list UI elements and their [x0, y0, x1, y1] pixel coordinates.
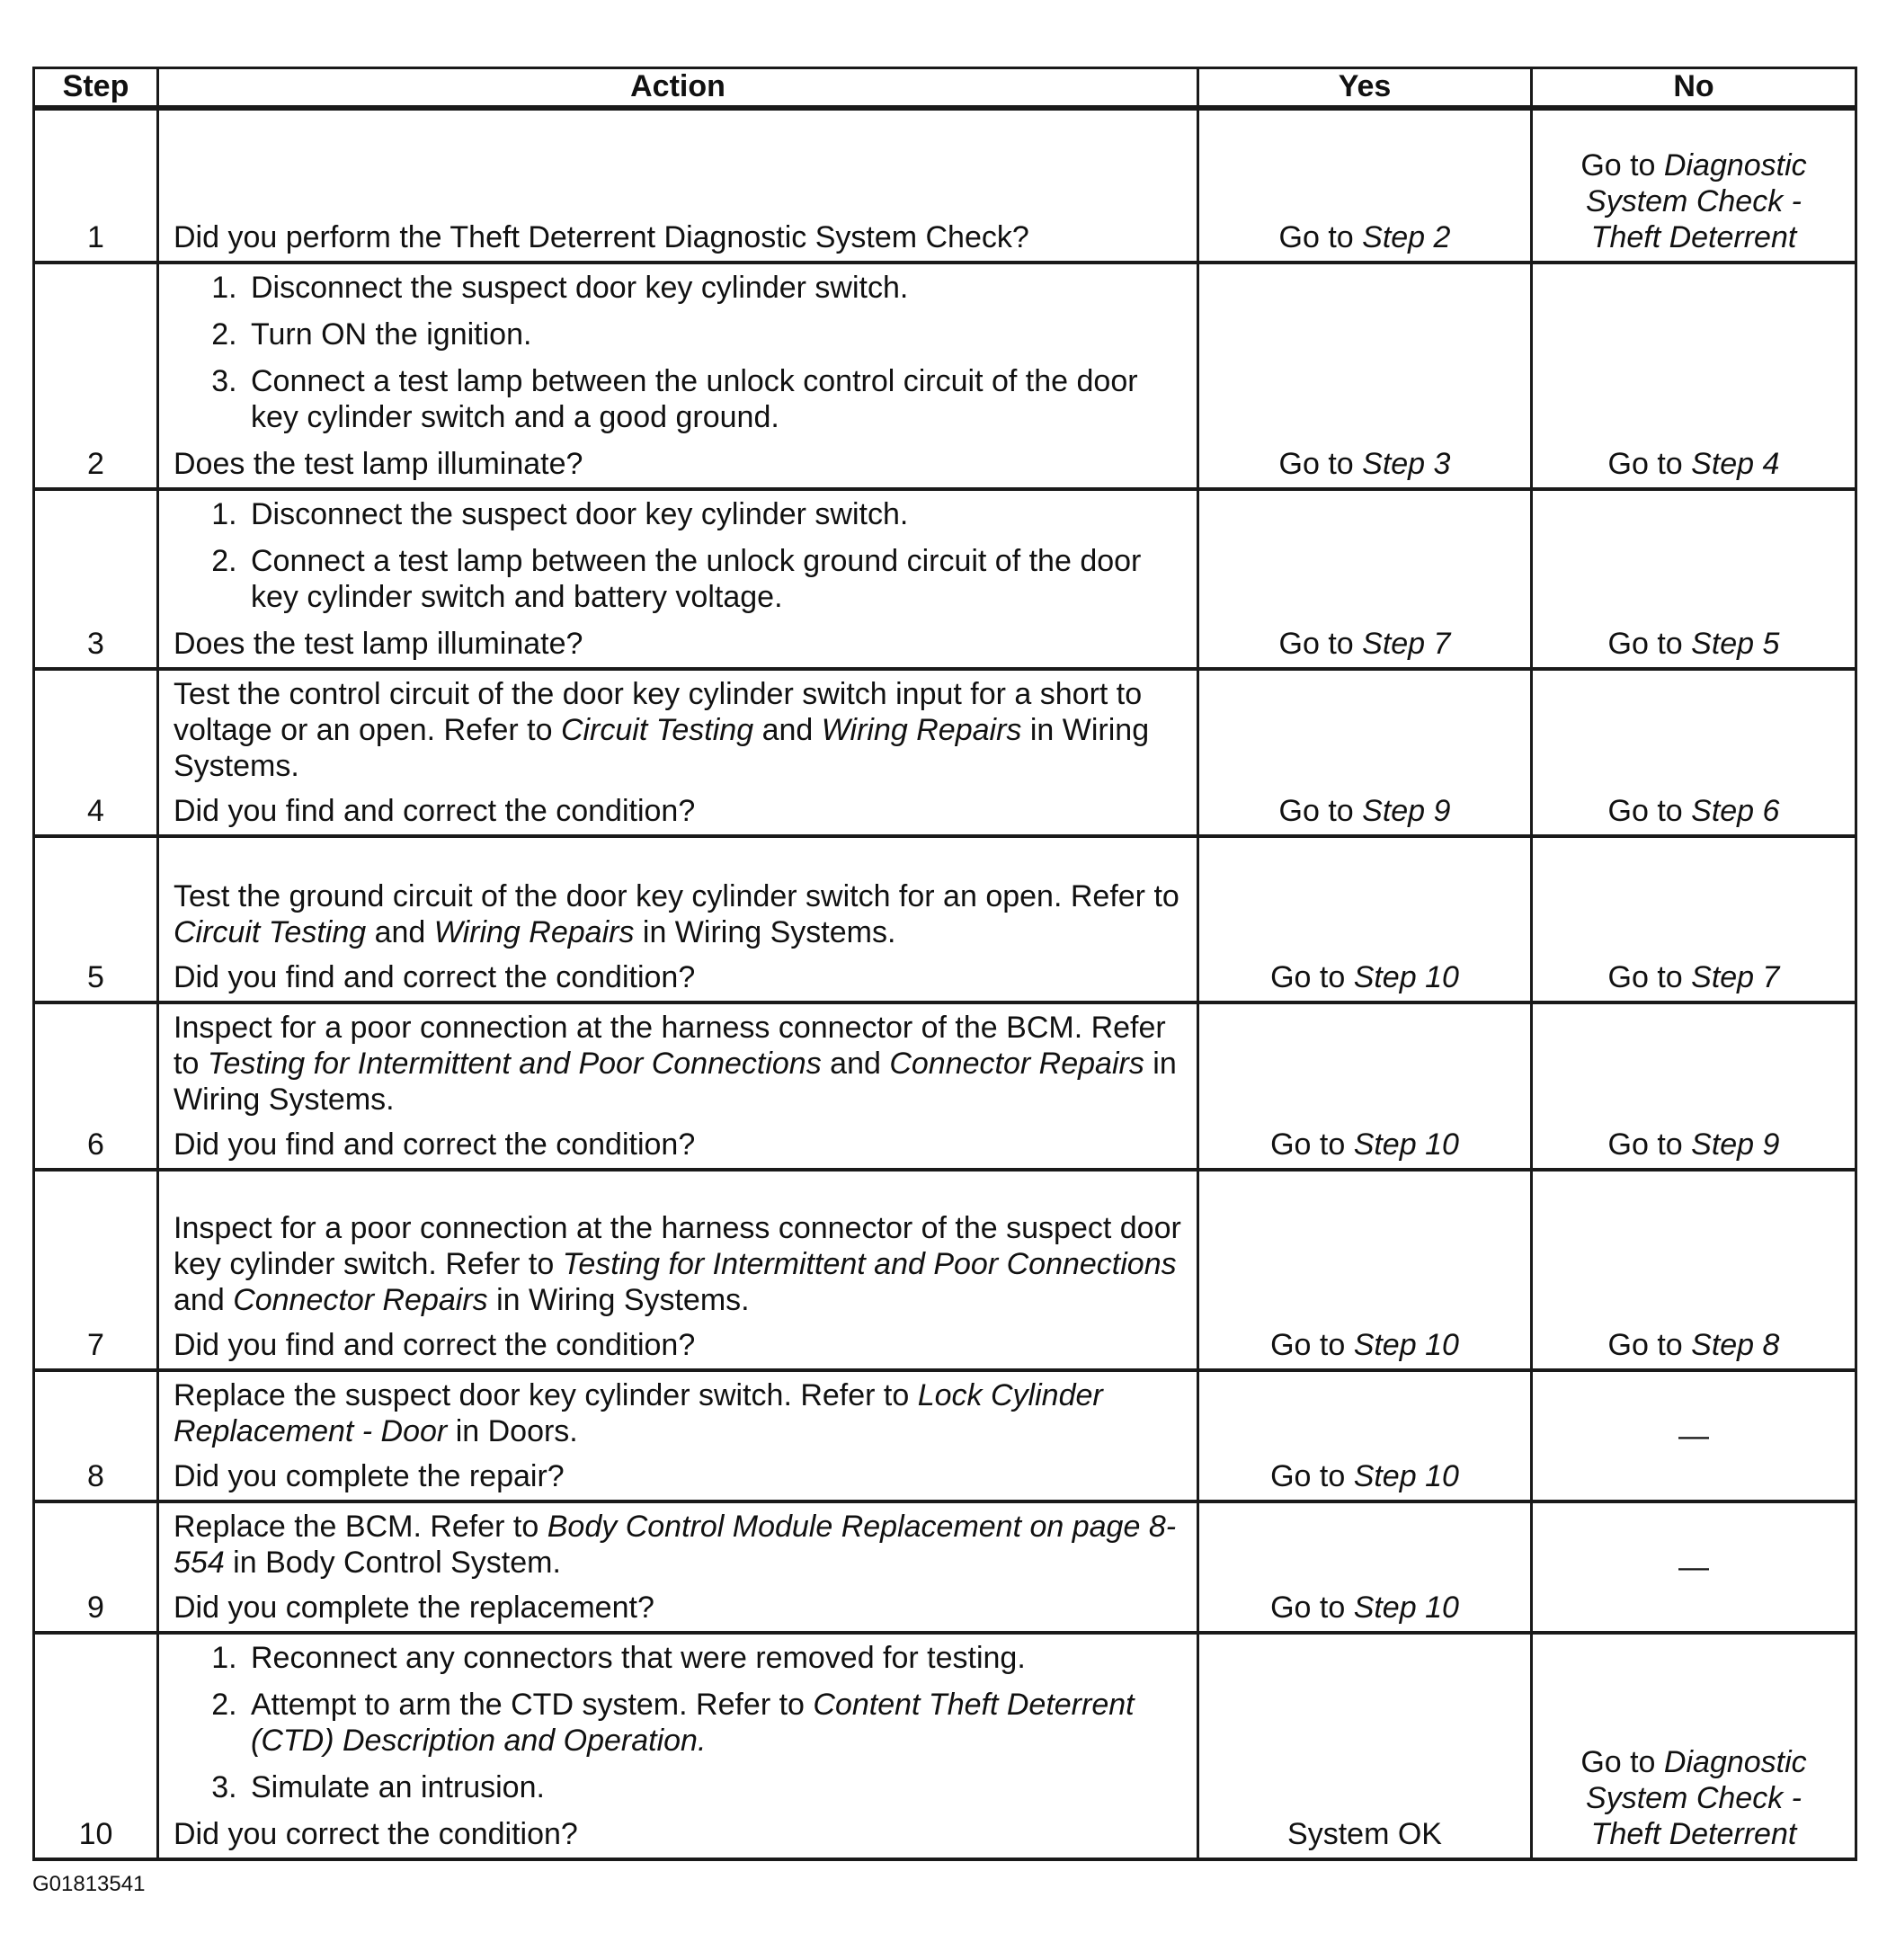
yes-cell	[1198, 489, 1532, 669]
action-cell	[158, 669, 1198, 836]
action-cell	[158, 108, 1198, 263]
yes-prefix: Go to	[1278, 794, 1363, 828]
yes-step-ref: Step 10	[1353, 960, 1459, 994]
no-prefix: Go to	[1580, 1745, 1664, 1779]
action-question: Did you find and correct the condition?	[174, 960, 696, 994]
step-number: 7	[34, 1170, 158, 1370]
action-cell	[158, 489, 1198, 669]
no-step-ref: Step 9	[1691, 1127, 1780, 1162]
action-text-part: in Wiring Systems.	[634, 915, 896, 949]
no-ref-line-a: Diagnostic	[1663, 148, 1807, 183]
step-number: 10	[34, 1633, 158, 1859]
table-row	[34, 669, 1856, 836]
action-text-part: and	[366, 915, 434, 949]
no-prefix: Go to	[1607, 960, 1692, 994]
action-text-part: Replace the suspect door key cylinder switch. Refer to	[174, 1378, 918, 1412]
no-ref-line-c: Theft Deterrent	[1590, 1817, 1797, 1851]
yes-cell	[1198, 1170, 1532, 1370]
action-question: Did you complete the repair?	[174, 1459, 565, 1493]
action-cell	[158, 1370, 1198, 1501]
no-dash: —	[1678, 1550, 1709, 1584]
step-number: 2	[34, 263, 158, 489]
header-action: Action	[158, 68, 1198, 109]
action-text	[174, 1210, 1182, 1318]
yes-step-ref: Step 10	[1353, 1127, 1459, 1162]
action-text-part: Replace the BCM. Refer to	[174, 1510, 547, 1544]
yes-step-ref: Step 10	[1353, 1328, 1459, 1362]
action-question: Did you complete the replacement?	[174, 1590, 654, 1625]
step-number: 5	[34, 836, 158, 1002]
action-steps	[174, 270, 1182, 435]
no-cell	[1532, 1501, 1856, 1633]
action-step-item: 1. Disconnect the suspect door key cylinder switch.	[245, 496, 1182, 532]
reference-link: Connector Repairs	[233, 1283, 488, 1317]
yes-step-ref: Step 2	[1362, 220, 1451, 254]
no-cell	[1532, 108, 1856, 263]
action-text	[174, 676, 1182, 784]
reference-link: Wiring Repairs	[433, 915, 635, 949]
action-step-item	[245, 1687, 1182, 1759]
reference-link: Testing for Intermittent and Poor Connections	[207, 1047, 822, 1081]
action-step-item: 1. Reconnect any connectors that were removed for testing.	[245, 1640, 1182, 1676]
action-text-part: Inspect for a poor connection at the harness connector of the suspect door key cylinder switch. Refer to	[174, 1211, 1181, 1281]
action-text-part: in Wiring Systems.	[174, 713, 1150, 783]
action-text-part: Inspect for a poor connection at the harness connector of the BCM. Refer to	[174, 1011, 1166, 1081]
no-cell	[1532, 1633, 1856, 1859]
action-text	[174, 1010, 1182, 1118]
action-text-part: in Doors.	[447, 1414, 578, 1448]
yes-prefix: Go to	[1270, 1328, 1354, 1362]
action-step-item: 1. Disconnect the suspect door key cylinder switch.	[245, 270, 1182, 306]
action-step-item: 3. Connect a test lamp between the unlock control circuit of the door key cylinder switch and a good ground.	[245, 363, 1182, 435]
action-text-part: Test the ground circuit of the door key cylinder switch for an open. Refer to	[174, 879, 1179, 913]
step-number: 8	[34, 1370, 158, 1501]
no-cell	[1532, 669, 1856, 836]
action-step-item: 2. Connect a test lamp between the unlock ground circuit of the door key cylinder switch and battery voltage.	[245, 543, 1182, 615]
reference-link: Body Control Module Replacement on page 8-554	[174, 1510, 1177, 1580]
action-cell	[158, 1501, 1198, 1633]
action-question: Did you find and correct the condition?	[174, 1328, 696, 1362]
step-number: 6	[34, 1002, 158, 1170]
no-step-ref: Step 5	[1691, 627, 1780, 661]
table-row	[34, 1002, 1856, 1170]
yes-cell	[1198, 108, 1532, 263]
action-cell	[158, 836, 1198, 1002]
no-ref-line-c: Theft Deterrent	[1590, 220, 1797, 254]
action-cell	[158, 1002, 1198, 1170]
action-cell	[158, 1633, 1198, 1859]
table-row	[34, 263, 1856, 489]
yes-step-ref: Step 7	[1362, 627, 1451, 661]
reference-link: Lock Cylinder Replacement - Door	[174, 1378, 1103, 1448]
yes-step-ref: Step 9	[1362, 794, 1451, 828]
no-cell	[1532, 489, 1856, 669]
yes-cell: System OK	[1198, 1633, 1532, 1859]
action-question: Does the test lamp illuminate?	[174, 447, 583, 481]
action-question: Did you find and correct the condition?	[174, 1127, 696, 1162]
no-step-ref: Step 7	[1691, 960, 1780, 994]
action-text-part: Attempt to arm the CTD system. Refer to	[251, 1688, 814, 1722]
reference-link: Content Theft Deterrent (CTD) Description and Operation.	[251, 1688, 1135, 1758]
header-yes: Yes	[1198, 68, 1532, 109]
action-text-part: in Wiring Systems.	[174, 1047, 1177, 1117]
action-text	[174, 878, 1182, 950]
action-text-part: Test the control circuit of the door key cylinder switch input for a short to voltage or an open. Refer to	[174, 677, 1143, 747]
action-cell	[158, 1170, 1198, 1370]
step-number: 9	[34, 1501, 158, 1633]
yes-step-ref: Step 10	[1353, 1459, 1459, 1493]
no-ref-line-b: System Check -	[1586, 1781, 1802, 1815]
no-cell	[1532, 1370, 1856, 1501]
no-prefix: Go to	[1607, 794, 1692, 828]
yes-step-ref: Step 3	[1362, 447, 1451, 481]
no-prefix: Go to	[1607, 1328, 1692, 1362]
action-text-part: in Wiring Systems.	[487, 1283, 750, 1317]
action-step-item: 3. Simulate an intrusion.	[245, 1769, 1182, 1805]
table-row	[34, 1170, 1856, 1370]
figure-code: G01813541	[32, 1872, 146, 1896]
header-step: Step	[34, 68, 158, 109]
yes-cell	[1198, 1501, 1532, 1633]
action-text-part: and	[753, 713, 822, 747]
no-ref-line-a: Diagnostic	[1663, 1745, 1807, 1779]
action-steps	[174, 1640, 1182, 1805]
yes-cell	[1198, 1002, 1532, 1170]
action-text	[174, 1509, 1182, 1581]
no-prefix: Go to	[1580, 148, 1664, 183]
yes-prefix: Go to	[1270, 960, 1354, 994]
action-question: Did you find and correct the condition?	[174, 794, 696, 828]
header-row	[34, 68, 1856, 109]
no-cell	[1532, 263, 1856, 489]
no-dash: —	[1678, 1419, 1709, 1453]
header-no: No	[1532, 68, 1856, 109]
reference-link: Testing for Intermittent and Poor Connections	[562, 1247, 1177, 1281]
yes-prefix: Go to	[1278, 220, 1363, 254]
yes-cell	[1198, 669, 1532, 836]
yes-step-ref: Step 10	[1353, 1590, 1459, 1625]
no-step-ref: Step 4	[1691, 447, 1780, 481]
yes-prefix: Go to	[1270, 1590, 1354, 1625]
action-steps	[174, 496, 1182, 615]
yes-cell	[1198, 263, 1532, 489]
no-step-ref: Step 6	[1691, 794, 1780, 828]
no-step-ref: Step 8	[1691, 1328, 1780, 1362]
table-row	[34, 108, 1856, 263]
no-cell	[1532, 836, 1856, 1002]
table-row	[34, 489, 1856, 669]
no-prefix: Go to	[1607, 627, 1692, 661]
action-text: Did you perform the Theft Deterrent Diagnostic System Check?	[174, 220, 1029, 254]
action-question: Does the test lamp illuminate?	[174, 627, 583, 661]
no-cell	[1532, 1170, 1856, 1370]
table-row	[34, 1501, 1856, 1633]
step-number: 4	[34, 669, 158, 836]
action-text-part: and	[174, 1283, 234, 1317]
no-prefix: Go to	[1607, 447, 1692, 481]
reference-link: Circuit Testing	[560, 713, 754, 747]
step-number: 1	[34, 108, 158, 263]
table-row	[34, 1370, 1856, 1501]
yes-prefix: Go to	[1270, 1127, 1354, 1162]
action-text-part: in Body Control System.	[224, 1546, 561, 1580]
table-row	[34, 1633, 1856, 1859]
no-prefix: Go to	[1607, 1127, 1692, 1162]
action-cell	[158, 263, 1198, 489]
reference-link: Connector Repairs	[889, 1047, 1144, 1081]
action-step-item: 2. Turn ON the ignition.	[245, 316, 1182, 352]
reference-link: Circuit Testing	[174, 915, 367, 949]
action-text-part: and	[821, 1047, 890, 1081]
no-cell	[1532, 1002, 1856, 1170]
yes-prefix: Go to	[1278, 447, 1363, 481]
action-text	[174, 1377, 1182, 1449]
no-ref-line-b: System Check -	[1586, 184, 1802, 218]
table-row	[34, 836, 1856, 1002]
yes-prefix: Go to	[1278, 627, 1363, 661]
yes-prefix: Go to	[1270, 1459, 1354, 1493]
action-question: Did you correct the condition?	[174, 1817, 578, 1851]
yes-cell	[1198, 836, 1532, 1002]
step-number: 3	[34, 489, 158, 669]
diagnostic-table	[32, 67, 1857, 1861]
yes-cell	[1198, 1370, 1532, 1501]
reference-link: Wiring Repairs	[821, 713, 1022, 747]
